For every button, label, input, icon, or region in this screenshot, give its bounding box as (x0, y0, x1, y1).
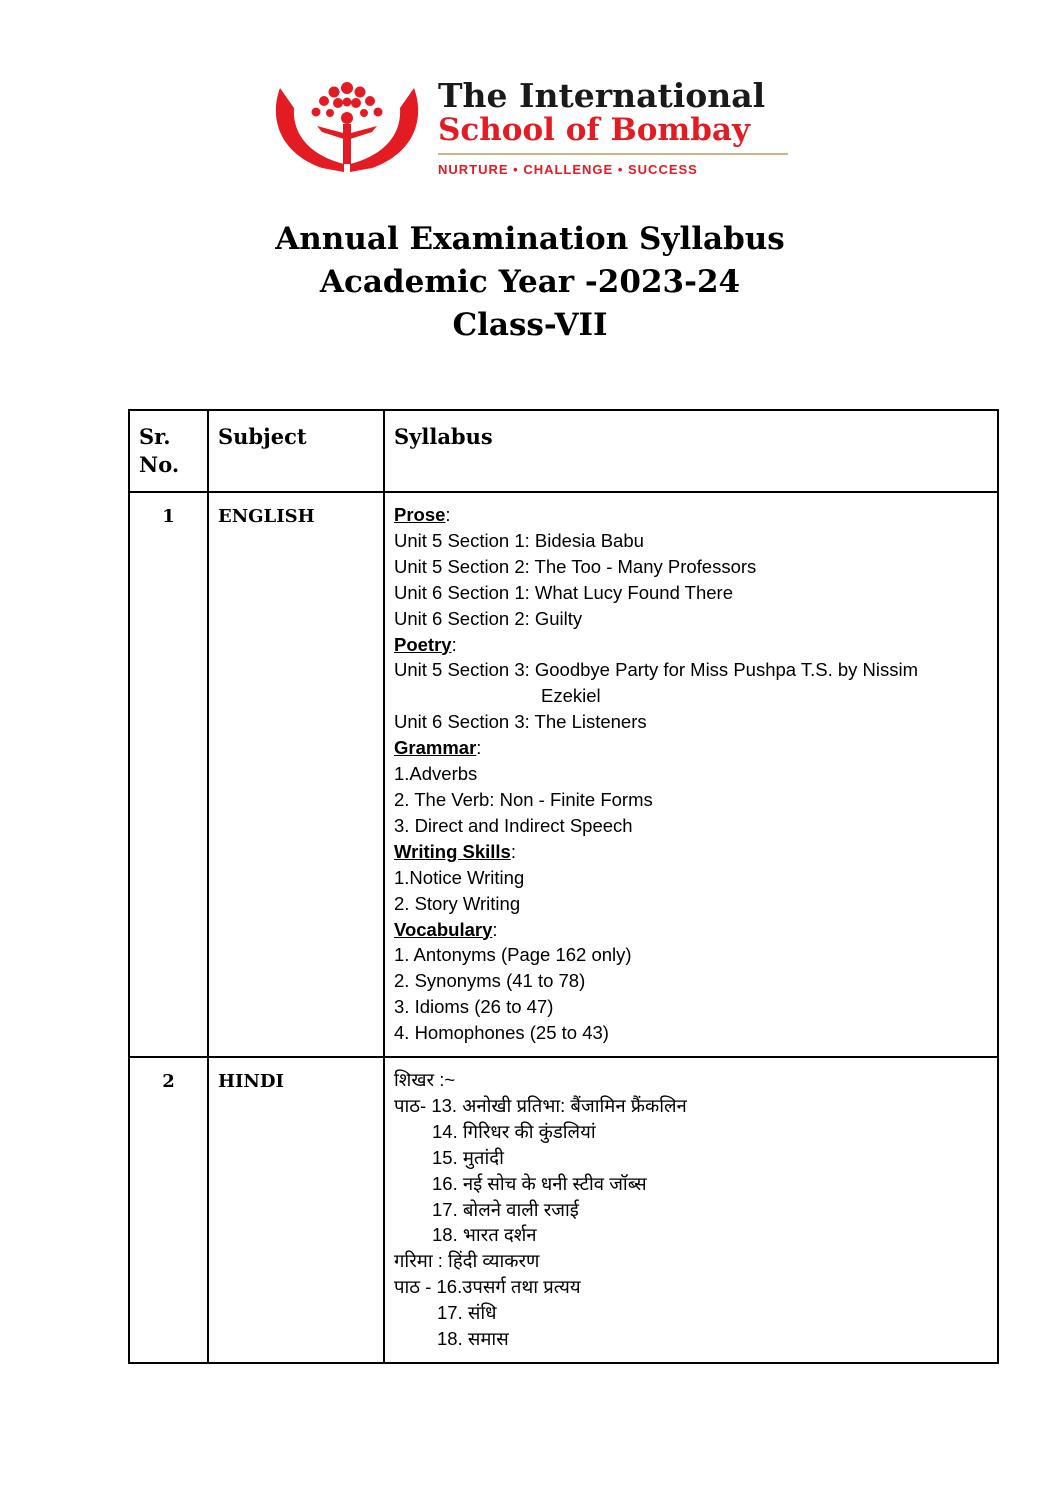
list-item: Unit 5 Section 3: Goodbye Party for Miss Pushpa T.S. by Nissim (394, 659, 919, 681)
list-item: 15. मुतांदी (432, 1146, 504, 1168)
prose-heading-line: Prose: (394, 504, 451, 525)
list-item: 3. Idioms (26 to 47) (394, 996, 554, 1018)
list-item: 16. नई सोच के धनी स्टीव जॉब्स (432, 1172, 647, 1194)
row-subject: HINDI (208, 1057, 384, 1363)
list-item: 18. भारत दर्शन (432, 1224, 537, 1246)
list-item: 2. Synonyms (41 to 78) (394, 970, 586, 992)
title-line-1: Annual Examination Syllabus (275, 221, 785, 257)
header-no-label: No. (139, 452, 180, 477)
table-row (129, 492, 998, 1057)
list-item: 3. Direct and Indirect Speech (394, 814, 633, 836)
list-item: शिखर :~ (394, 1069, 456, 1091)
hindi-syllabus (384, 1057, 998, 1363)
grammar-heading-line: Grammar: (394, 737, 482, 759)
row-sr-no: 1 (129, 492, 208, 1057)
list-item: 1.Notice Writing (394, 866, 525, 888)
list-item: Unit 5 Section 1: Bidesia Babu (394, 529, 644, 551)
header-subject: Subject (208, 410, 384, 492)
school-tagline: NURTURE • CHALLENGE • SUCCESS (438, 162, 698, 177)
list-item: 2. Story Writing (394, 892, 521, 914)
poetry-heading: Poetry (394, 633, 452, 655)
list-item: 1.Adverbs (394, 763, 478, 785)
list-item: 18. समास (437, 1328, 509, 1350)
writing-heading-line: Writing Skills: (394, 840, 516, 862)
prose-heading: Prose (394, 504, 446, 525)
list-item: Unit 6 Section 1: What Lucy Found There (394, 581, 734, 603)
header-syllabus: Syllabus (384, 410, 998, 492)
list-item-continuation: Ezekiel (541, 685, 601, 707)
list-item: 2. The Verb: Non - Finite Forms (394, 788, 653, 810)
syllabus-table (128, 409, 999, 1364)
row-subject: ENGLISH (208, 492, 384, 1057)
document-title (0, 218, 1060, 347)
list-item: पाठ - 16.उपसर्ग तथा प्रत्यय (394, 1276, 581, 1298)
school-logo (272, 76, 792, 186)
header-sr-no (129, 410, 208, 492)
title-line-2: Academic Year -2023-24 (319, 264, 741, 300)
grammar-heading: Grammar (394, 737, 477, 759)
vocab-heading-line: Vocabulary: (394, 918, 498, 940)
row-sr-no: 2 (129, 1057, 208, 1363)
list-item: 4. Homophones (25 to 43) (394, 1022, 609, 1044)
vocab-heading: Vocabulary (394, 918, 493, 940)
school-emblem-icon (272, 76, 422, 176)
list-item: Unit 5 Section 2: The Too - Many Professors (394, 555, 757, 577)
table-row (129, 1057, 998, 1363)
poetry-heading-line: Poetry: (394, 633, 457, 655)
list-item: 17. संधि (437, 1302, 497, 1324)
school-name-line2: School of Bombay (438, 112, 750, 148)
list-item: 17. बोलने वाली रजाई (432, 1198, 579, 1220)
header-sr-label: Sr. (139, 424, 171, 449)
school-name-line1: The International (438, 76, 766, 115)
english-syllabus (384, 492, 998, 1057)
list-item: Unit 6 Section 3: The Listeners (394, 711, 647, 733)
list-item: 1. Antonyms (Page 162 only) (394, 944, 632, 966)
logo-divider (438, 153, 788, 155)
list-item: पाठ- 13. अनोखी प्रतिभा: बैंजामिन फ्रैंकलिन (394, 1094, 687, 1116)
list-item: 14. गिरिधर की कुंडलियां (432, 1120, 596, 1142)
list-item: Unit 6 Section 2: Guilty (394, 607, 583, 629)
table-header-row (129, 410, 998, 492)
title-line-3: Class-VII (452, 307, 608, 343)
list-item: गरिमा : हिंदी व्याकरण (394, 1250, 540, 1272)
writing-heading: Writing Skills (394, 840, 511, 862)
